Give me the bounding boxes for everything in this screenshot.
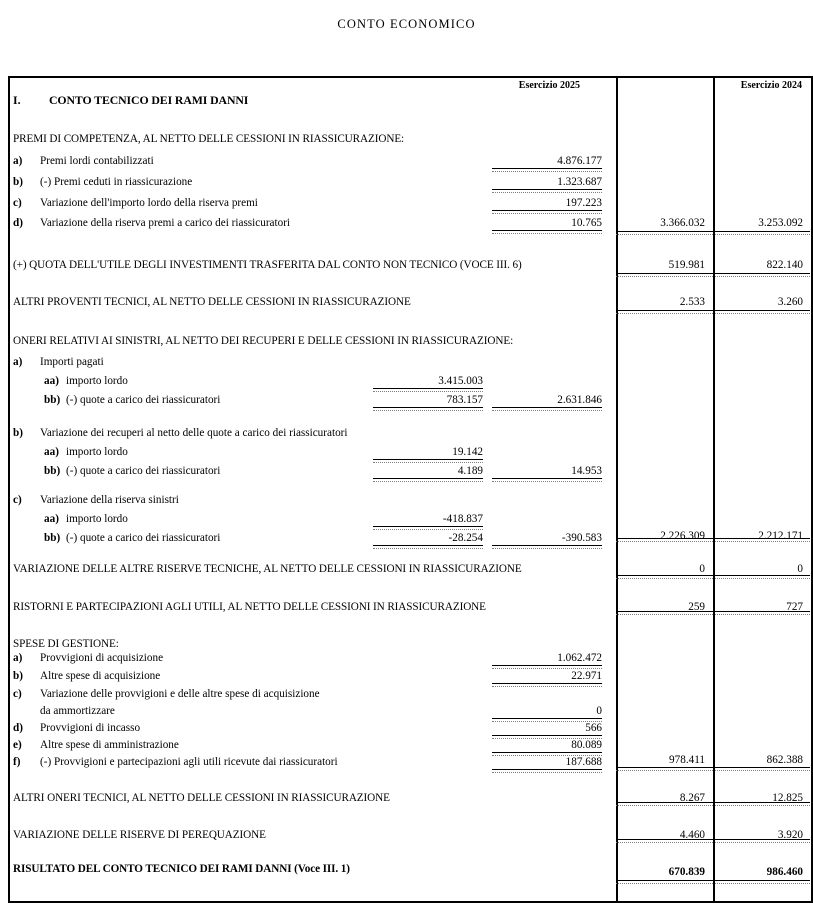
row-letter: d) xyxy=(13,722,23,734)
row-letter: a) xyxy=(13,652,23,664)
row-premi-header xyxy=(10,133,811,148)
row-label: Altre spese di acquisizione xyxy=(40,670,161,682)
totals-separator xyxy=(715,880,810,881)
row-label: Provvigioni di acquisizione xyxy=(40,652,164,664)
row-subletter: aa) xyxy=(44,446,59,458)
row-label: (-) quote a carico dei riassicuratori xyxy=(66,465,221,477)
amount-col2: 2.631.846 xyxy=(492,394,602,408)
amount-col1: 4.189 xyxy=(373,465,483,479)
section-title: CONTO TECNICO DEI RAMI DANNI xyxy=(49,93,249,107)
totals-separator xyxy=(616,611,713,612)
row-label: Variazione delle provvigioni e delle altre spese di acquisizione xyxy=(40,688,320,700)
amount-2024: 0 xyxy=(797,563,803,575)
row-letter: a) xyxy=(13,356,23,368)
row-label: VARIAZIONE DELLE RISERVE DI PEREQUAZIONE xyxy=(13,829,266,841)
totals-separator xyxy=(616,839,713,840)
row-oneri-header xyxy=(10,335,811,350)
row-spese-e xyxy=(10,739,811,754)
amount-2024: 12.825 xyxy=(772,792,803,804)
totals-separator xyxy=(715,310,810,311)
row-label: Altre spese di amministrazione xyxy=(40,739,179,751)
totals-separator xyxy=(616,767,713,768)
row-label: ONERI RELATIVI AI SINISTRI, AL NETTO DEI RECUPERI E DELLE CESSIONI IN RIASSICURAZIONE: xyxy=(13,335,514,347)
amount-2025: 2.226.309 xyxy=(660,530,705,542)
totals-separator xyxy=(715,611,810,612)
totals-separator xyxy=(616,538,713,539)
row-premi-d xyxy=(10,217,811,232)
row-label: importo lordo xyxy=(66,513,128,525)
row-label: importo lordo xyxy=(66,375,128,387)
amount-2025: 670.839 xyxy=(668,866,705,878)
amount-col1: 19.142 xyxy=(373,446,483,460)
col-header-esercizio-2025: Esercizio 2025 xyxy=(518,80,580,91)
totals-separator xyxy=(616,880,713,881)
row-spese-a xyxy=(10,652,811,667)
row-label: (-) quote a carico dei riassicuratori xyxy=(66,394,221,406)
amount-col2: 1.062.472 xyxy=(492,652,602,666)
amount-2025: 0 xyxy=(699,563,705,575)
totals-separator xyxy=(715,839,810,840)
amount-2025: 978.411 xyxy=(669,754,705,766)
row-label: (+) QUOTA DELL'UTILE DEGLI INVESTIMENTI TRASFERITA DAL CONTO NON TECNICO (VOCE III. 6) xyxy=(13,259,522,271)
row-oneri-c xyxy=(10,494,811,509)
row-altri-proventi xyxy=(10,296,811,311)
totals-separator xyxy=(715,802,810,803)
row-premi-b xyxy=(10,176,811,191)
row-label: Variazione dei recuperi al netto delle quote a carico dei riassicuratori xyxy=(40,427,348,439)
amount-col2: 197.223 xyxy=(492,197,602,211)
amount-col2: -390.583 xyxy=(492,532,602,546)
row-subletter: bb) xyxy=(44,465,61,477)
row-label: ALTRI ONERI TECNICI, AL NETTO DELLE CESSIONI IN RIASSICURAZIONE xyxy=(13,792,390,804)
amount-col2: 4.876.177 xyxy=(492,155,602,169)
totals-separator xyxy=(616,310,713,311)
row-letter: c) xyxy=(13,494,22,506)
row-letter: b) xyxy=(13,176,23,188)
row-letter: c) xyxy=(13,197,22,209)
row-oneri-b-bb xyxy=(10,465,811,480)
amount-2025: 3.366.032 xyxy=(660,217,705,229)
amount-2024: 2.212.171 xyxy=(758,530,803,542)
row-label: RISULTATO DEL CONTO TECNICO DEI RAMI DANNI (Voce III. 1) xyxy=(13,863,350,875)
amount-2025: 4.460 xyxy=(679,829,705,841)
row-label: importo lordo xyxy=(66,446,128,458)
row-oneri-a-bb xyxy=(10,394,811,409)
row-letter: f) xyxy=(13,756,21,768)
totals-separator xyxy=(715,767,810,768)
amount-2025: 519.981 xyxy=(668,259,705,271)
row-label: ALTRI PROVENTI TECNICI, AL NETTO DELLE CESSIONI IN RIASSICURAZIONE xyxy=(13,296,411,308)
totals-separator xyxy=(616,273,713,274)
amount-2024: 986.460 xyxy=(766,866,803,878)
row-subletter: aa) xyxy=(44,375,59,387)
row-label: (-) Provvigioni e partecipazioni agli utili ricevute dai riassicuratori xyxy=(40,756,338,768)
totals-separator xyxy=(715,538,810,539)
totals-separator xyxy=(616,802,713,803)
row-spese-header xyxy=(10,638,811,653)
amount-col2: 566 xyxy=(492,722,602,736)
row-premi-a xyxy=(10,155,811,170)
row-spese-c xyxy=(10,688,811,703)
totals-separator xyxy=(715,273,810,274)
page-title: CONTO ECONOMICO xyxy=(337,17,476,31)
amount-2025: 2.533 xyxy=(679,296,705,308)
amount-col2: 1.323.687 xyxy=(492,176,602,190)
row-quota-utile xyxy=(10,259,811,274)
amount-col1: -418.837 xyxy=(373,513,483,527)
amount-col1: 3.415.003 xyxy=(373,375,483,389)
row-oneri-b xyxy=(10,427,811,442)
row-label: VARIAZIONE DELLE ALTRE RISERVE TECNICHE, AL NETTO DELLE CESSIONI IN RIASSICURAZIONE xyxy=(13,563,522,575)
row-subletter: bb) xyxy=(44,394,61,406)
section-roman-numeral: I. xyxy=(13,93,21,107)
row-label: da ammortizzare xyxy=(40,705,115,717)
row-oneri-c-aa xyxy=(10,513,811,528)
row-spese-c-cont xyxy=(10,705,811,720)
row-label: Importi pagati xyxy=(40,356,104,368)
amount-col1: -28.254 xyxy=(373,532,483,546)
col-header-esercizio-2024: Esercizio 2024 xyxy=(740,80,802,91)
row-letter: c) xyxy=(13,688,22,700)
amount-2024: 862.388 xyxy=(766,754,803,766)
row-label: Variazione della riserva premi a carico dei riassicuratori xyxy=(40,217,291,229)
amount-2025: 8.267 xyxy=(679,792,705,804)
row-label: Variazione della riserva sinistri xyxy=(40,494,179,506)
section-heading-row xyxy=(10,94,811,109)
row-spese-d xyxy=(10,722,811,737)
row-subletter: aa) xyxy=(44,513,59,525)
row-oneri-b-aa xyxy=(10,446,811,461)
amount-col2: 22.971 xyxy=(492,670,602,684)
totals-separator xyxy=(715,575,810,576)
row-premi-c xyxy=(10,197,811,212)
totals-separator xyxy=(616,575,713,576)
row-letter: d) xyxy=(13,217,23,229)
row-letter: e) xyxy=(13,739,22,751)
totals-separator xyxy=(616,231,713,232)
row-oneri-a xyxy=(10,356,811,371)
amount-2024: 822.140 xyxy=(766,259,803,271)
amount-2024: 3.920 xyxy=(777,829,803,841)
amount-col2: 0 xyxy=(492,705,602,719)
row-label: Variazione dell'importo lordo della riserva premi xyxy=(40,197,258,209)
row-label: SPESE DI GESTIONE: xyxy=(13,638,119,650)
row-label: PREMI DI COMPETENZA, AL NETTO DELLE CESSIONI IN RIASSICURAZIONE: xyxy=(13,133,405,145)
statement-table xyxy=(8,76,813,903)
amount-col2: 10.765 xyxy=(492,217,602,231)
row-label: (-) quote a carico dei riassicuratori xyxy=(66,532,221,544)
row-letter: a) xyxy=(13,155,23,167)
amount-col2: 187.688 xyxy=(492,756,602,770)
amount-2024: 3.260 xyxy=(777,296,803,308)
row-label: (-) Premi ceduti in riassicurazione xyxy=(40,176,193,188)
amount-2024: 727 xyxy=(786,601,803,613)
totals-separator xyxy=(715,231,810,232)
row-risultato-totals xyxy=(10,866,811,881)
row-oneri-a-aa xyxy=(10,375,811,390)
row-subletter: bb) xyxy=(44,532,61,544)
amount-2024: 3.253.092 xyxy=(758,217,803,229)
row-spese-b xyxy=(10,670,811,685)
amount-col2: 80.089 xyxy=(492,739,602,753)
row-label: Provvigioni di incasso xyxy=(40,722,141,734)
amount-col2: 14.953 xyxy=(492,465,602,479)
amount-col1: 783.157 xyxy=(373,394,483,408)
row-label: Premi lordi contabilizzati xyxy=(40,155,154,167)
amount-2025: 259 xyxy=(688,601,705,613)
row-label: RISTORNI E PARTECIPAZIONI AGLI UTILI, AL NETTO DELLE CESSIONI IN RIASSICURAZIONE xyxy=(13,601,486,613)
row-letter: b) xyxy=(13,670,23,682)
row-letter: b) xyxy=(13,427,23,439)
